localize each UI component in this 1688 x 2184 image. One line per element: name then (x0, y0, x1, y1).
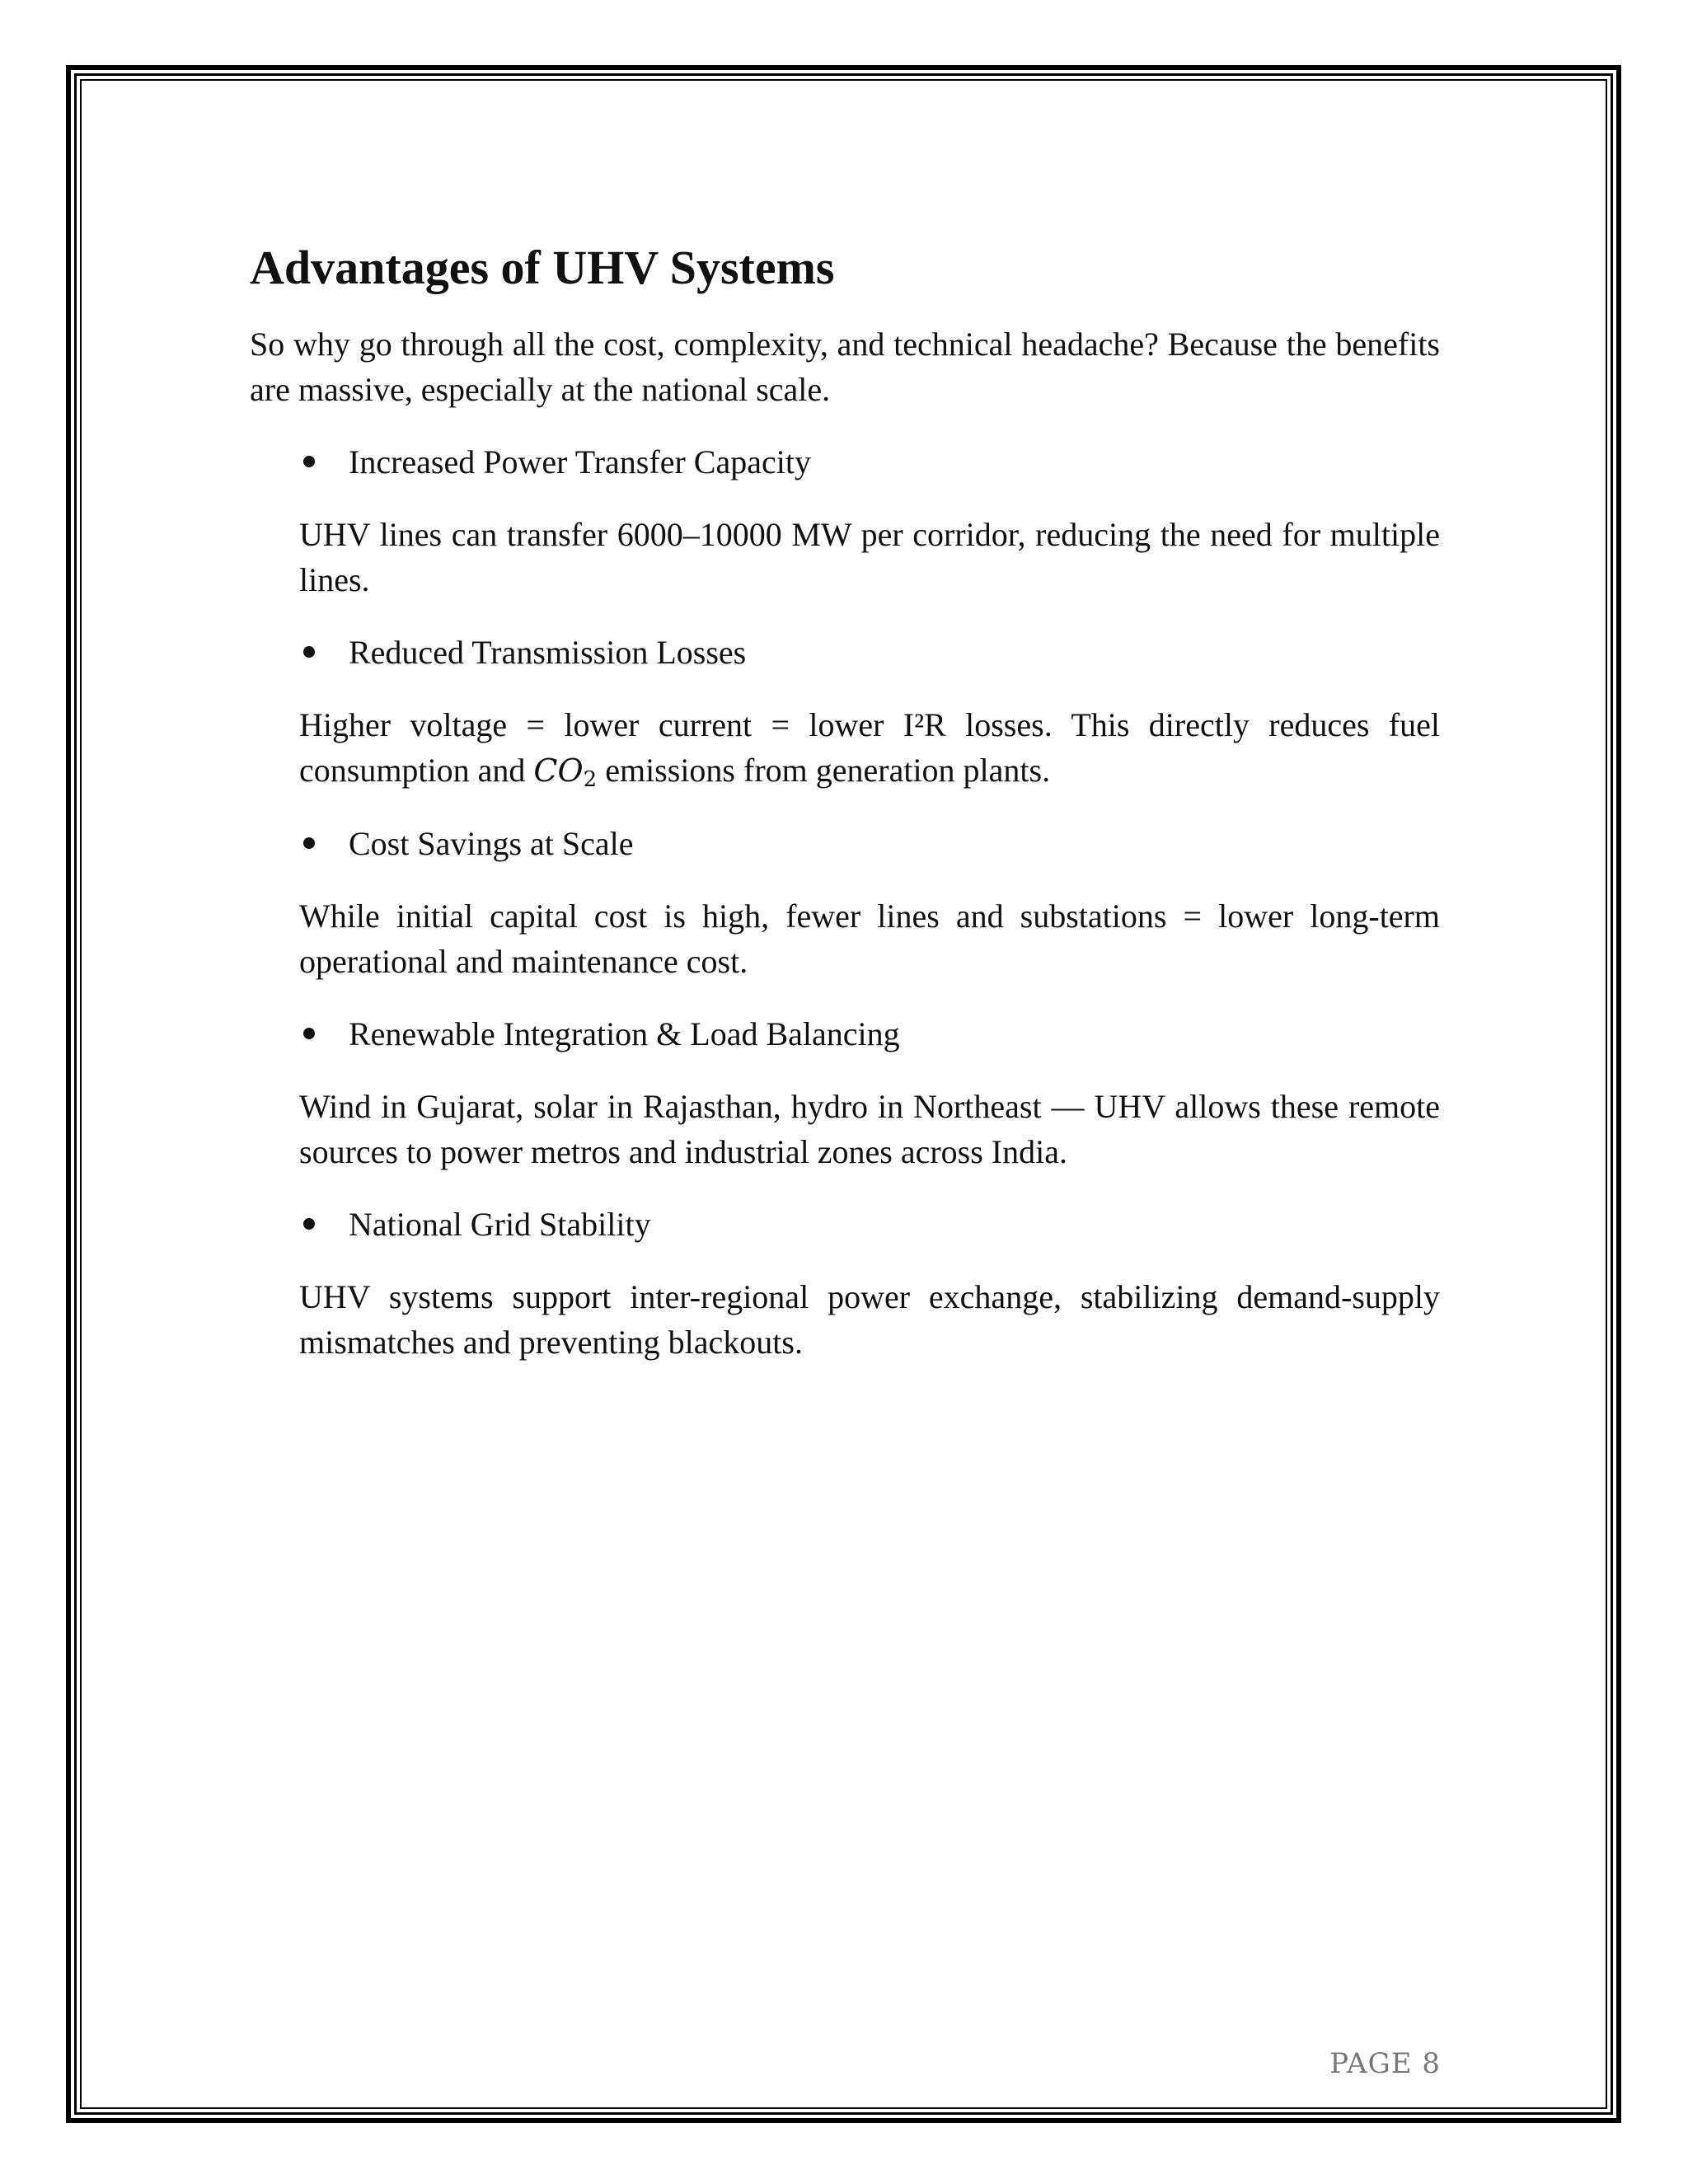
page-number: PAGE 8 (1329, 2047, 1441, 2080)
list-item (299, 439, 1440, 602)
co2-formula (533, 752, 598, 792)
bullet-heading (299, 821, 1440, 866)
bullet-icon (303, 1218, 315, 1230)
item-description: Wind in Gujarat, solar in Rajasthan, hydro in Northeast — UHV allows these remote sources to power metros and industrial zones across India. (299, 1088, 1440, 1170)
bullet-heading (299, 630, 1440, 675)
item-description (299, 702, 1440, 794)
intro-paragraph: So why go through all the cost, complexity, and technical headache? Because the benefits are massive, especially at the national scale. (250, 326, 1440, 408)
list-item (299, 1011, 1440, 1174)
advantages-list (299, 439, 1440, 1365)
bullet-heading (299, 1202, 1440, 1247)
description-text-after: emissions from generation plants. (597, 752, 1051, 789)
bullet-heading-text: Reduced Transmission Losses (349, 634, 747, 671)
list-item (299, 1202, 1440, 1365)
item-description: UHV lines can transfer 6000–10000 MW per corridor, reducing the need for multiple lines. (299, 516, 1440, 598)
description-text-before: Higher voltage = lower current = lower I²R losses. This directly reduces fuel consumption and (299, 706, 1440, 789)
page-content (250, 235, 1440, 1392)
formula-subscript: 2 (583, 767, 598, 792)
bullet-icon (303, 837, 315, 849)
bullet-icon (303, 456, 315, 467)
section-title: Advantages of UHV Systems (250, 241, 835, 294)
bullet-icon (303, 646, 315, 658)
item-description: UHV systems support inter-regional power exchange, stabilizing demand-supply mismatches and preventing blackouts. (299, 1278, 1440, 1361)
bullet-heading-text: National Grid Stability (349, 1206, 651, 1243)
bullet-heading-text: Increased Power Transfer Capacity (349, 443, 811, 480)
formula-base: CO (533, 752, 584, 789)
item-description: While initial capital cost is high, fewer lines and substations = lower long-term operational and maintenance cost. (299, 898, 1440, 980)
bullet-heading (299, 1011, 1440, 1057)
bullet-icon (303, 1028, 315, 1039)
list-item (299, 630, 1440, 794)
bullet-heading-text: Renewable Integration & Load Balancing (349, 1015, 900, 1052)
bullet-heading-text: Cost Savings at Scale (349, 825, 634, 862)
bullet-heading (299, 439, 1440, 485)
list-item (299, 821, 1440, 984)
